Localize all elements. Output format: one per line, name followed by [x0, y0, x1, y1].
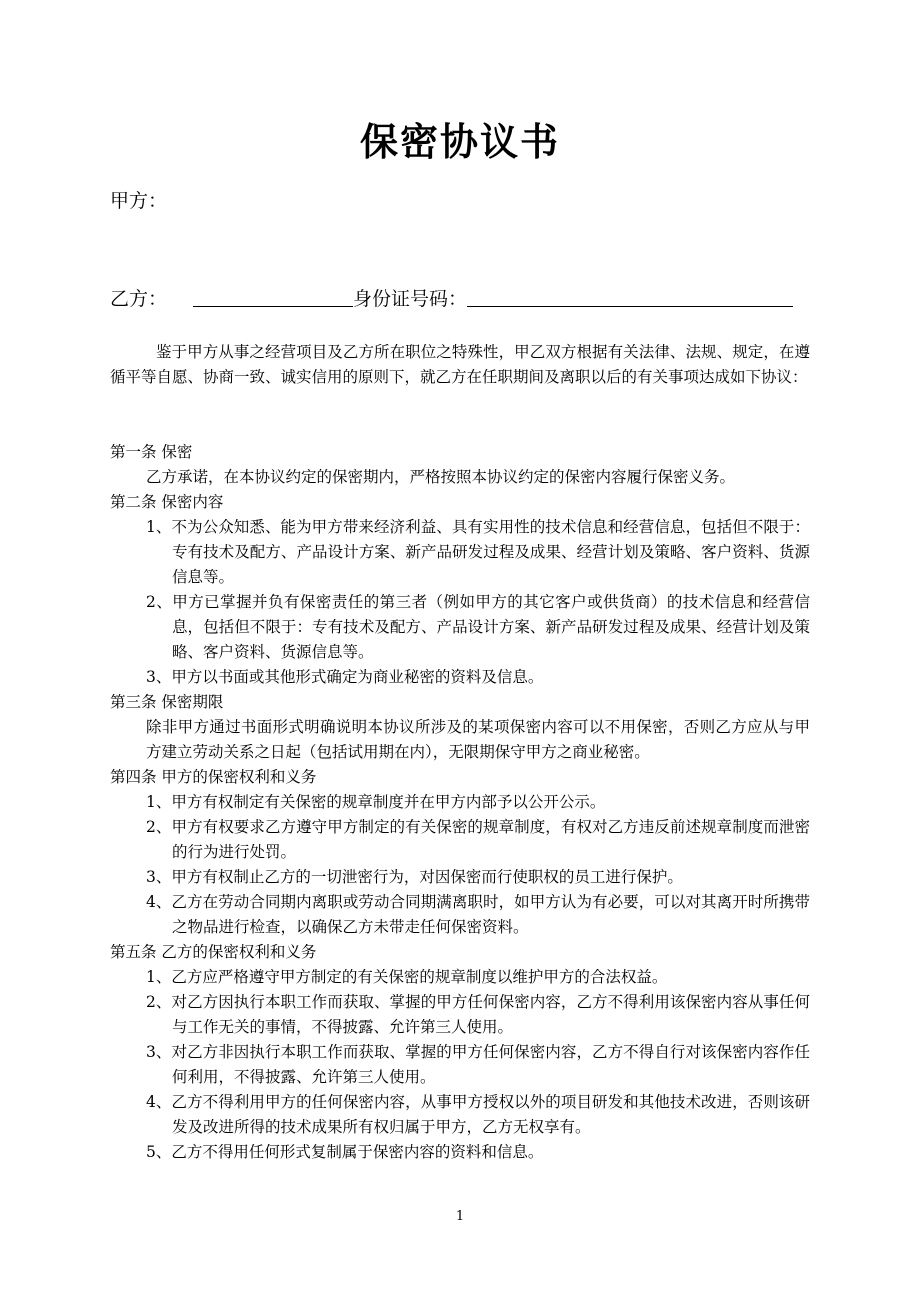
article-5	[110, 940, 810, 1165]
party-b-name-blank	[193, 284, 353, 307]
article-2	[110, 490, 810, 690]
page-number: 1	[455, 1209, 465, 1224]
article-item: 2、对乙方因执行本职工作而获取、掌握的甲方任何保密内容，乙方不得利用该保密内容从事任何与工作无关的事情，不得披露、允许第三人使用。	[146, 993, 810, 1036]
article-item: 1、不为公众知悉、能为甲方带来经济利益、具有实用性的技术信息和经营信息，包括但不限于：专有技术及配方、产品设计方案、新产品研发过程及成果、经营计划及策略、客户资料、货源信息等。	[146, 518, 810, 586]
article-item: 3、甲方以书面或其他形式确定为商业秘密的资料及信息。	[146, 668, 544, 686]
article-item: 2、甲方已掌握并负有保密责任的第三者（例如甲方的其它客户或供货商）的技术信息和经营信息，包括但不限于：专有技术及配方、产品设计方案、新产品研发过程及成果、经营计划及策略、客户资料、货源信息等。	[146, 593, 810, 661]
article-item: 1、乙方应严格遵守甲方制定的有关保密的规章制度以维护甲方的合法权益。	[146, 968, 668, 986]
party-a-label: 甲方：	[110, 190, 168, 212]
article-item: 5、乙方不得用任何形式复制属于保密内容的资料和信息。	[146, 1143, 544, 1161]
article-title: 第四条 甲方的保密权利和义务	[110, 768, 317, 786]
party-b-label: 乙方：	[110, 288, 168, 310]
article-item: 3、甲方有权制止乙方的一切泄密行为，对因保密而行使职权的员工进行保护。	[146, 868, 683, 886]
article-item: 4、乙方不得利用甲方的任何保密内容，从事甲方授权以外的项目研发和其他技术改进，否则该研发及改进所得的技术成果所有权归属于甲方，乙方无权享有。	[146, 1093, 810, 1136]
party-a-line	[110, 186, 167, 216]
article-4	[110, 765, 810, 940]
article-title: 第五条 乙方的保密权利和义务	[110, 943, 317, 961]
article-item: 3、对乙方非因执行本职工作而获取、掌握的甲方任何保密内容，乙方不得自行对该保密内容作任何利用，不得披露、允许第三人使用。	[146, 1043, 810, 1086]
article-item: 4、乙方在劳动合同期内离职或劳动合同期满离职时，如甲方认为有必要，可以对其离开时所携带之物品进行检查，以确保乙方未带走任何保密资料。	[146, 893, 810, 936]
party-b-line	[110, 284, 793, 314]
id-number-label: 身份证号码：	[353, 288, 468, 310]
article-1	[110, 440, 810, 490]
article-title: 第二条 保密内容	[110, 493, 224, 511]
preamble-paragraph: 鉴于甲方从事之经营项目及乙方所在职位之特殊性，甲乙双方根据有关法律、法规、规定，在遵循平等自愿、协商一致、诚实信用的原则下，就乙方在任职期间及离职以后的有关事项达成如下协议：	[110, 343, 810, 386]
article-item: 1、甲方有权制定有关保密的规章制度并在甲方内部予以公开公示。	[146, 793, 606, 811]
document-title: 保密协议书	[359, 119, 560, 164]
article-paragraph: 乙方承诺，在本协议约定的保密期内，严格按照本协议约定的保密内容履行保密义务。	[146, 468, 736, 486]
article-title: 第三条 保密期限	[110, 693, 224, 711]
article-title: 第一条 保密	[110, 443, 193, 461]
articles-body	[110, 440, 810, 1165]
id-number-blank	[467, 284, 793, 307]
article-paragraph: 除非甲方通过书面形式明确说明本协议所涉及的某项保密内容可以不用保密，否则乙方应从与甲方建立劳动关系之日起（包括试用期在内），无限期保守甲方之商业秘密。	[146, 718, 810, 761]
article-item: 2、甲方有权要求乙方遵守甲方制定的有关保密的规章制度，有权对乙方违反前述规章制度而泄密的行为进行处罚。	[146, 818, 810, 861]
article-3	[110, 690, 810, 765]
